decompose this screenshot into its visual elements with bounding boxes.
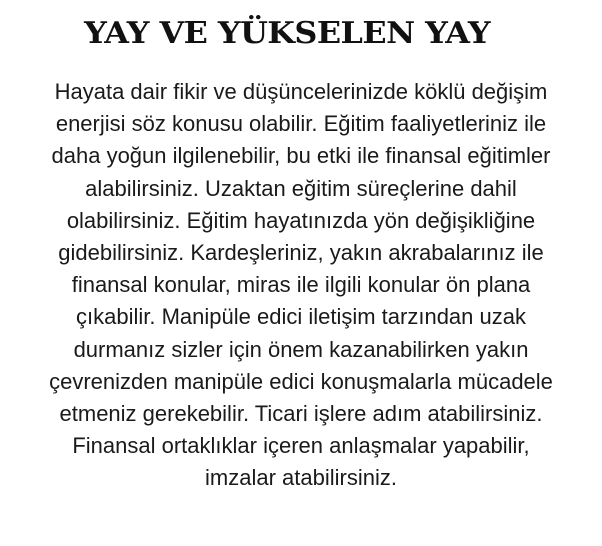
text-line: enerjisi söz konusu olabilir. Eğitim faaliyetleriniz ile (55, 111, 547, 137)
text-line: Finansal ortaklıklar içeren anlaşmalar yapabilir, (72, 433, 530, 459)
text-line: imzalar atabilirsiniz. (205, 465, 397, 491)
text-line: Hayata dair fikir ve düşüncelerinizde köklü değişim (54, 79, 548, 104)
page-title: YAY VE YÜKSELEN YAY (84, 16, 491, 51)
text-line: finansal konular, miras ile ilgili konular ön plana (71, 272, 531, 298)
text-line: çıkabilir. Manipüle edici iletişim tarzından uzak (76, 304, 526, 330)
text-line: etmeniz gerekebilir. Ticari işlere adım atabilirsiniz. (59, 400, 543, 426)
text-line: durmanız sizler için önem kazanabilirken yakın (73, 336, 529, 362)
text-line: çevrenizden manipüle edici konuşmalarla mücadele (49, 368, 553, 394)
text-line: daha yoğun ilgilenebilir, bu etki ile finansal eğitimler (51, 143, 551, 169)
text-line: olabilirsiniz. Eğitim hayatınızda yön değişikliğine (66, 207, 536, 233)
text-line: alabilirsiniz. Uzaktan eğitim süreçlerine dahil (85, 175, 517, 201)
text-line: gidebilirsiniz. Kardeşleriniz, yakın akrabalarınız ile (58, 239, 544, 265)
body-paragraph (0, 76, 602, 494)
